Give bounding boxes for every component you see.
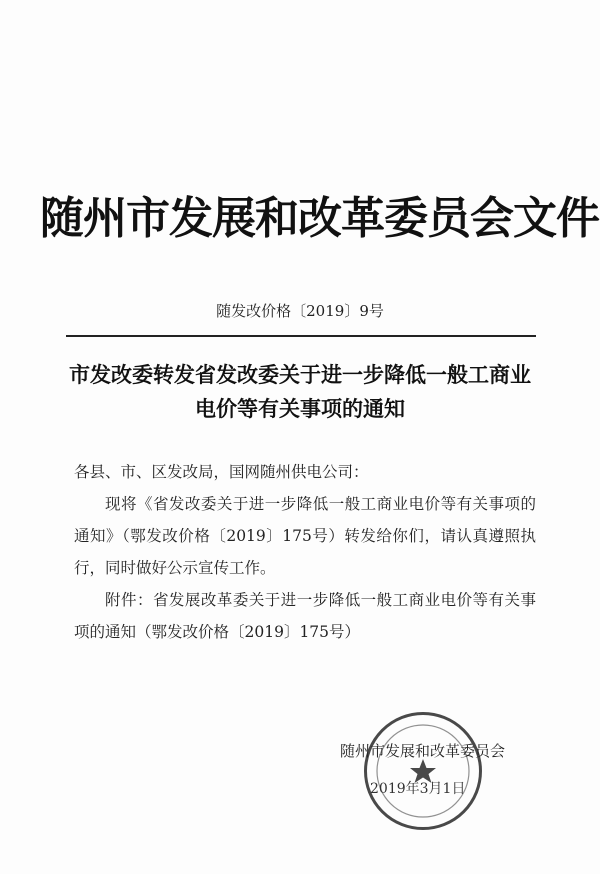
attachment-note: 附件：省发展改革委关于进一步降低一般工商业电价等有关事项的通知（鄂发改价格〔2019〕175号） xyxy=(74,591,536,641)
body-paragraph: 现将《省发改委关于进一步降低一般工商业电价等有关事项的通知》（鄂发改价格〔2019〕175号）转发给你们，请认真遵照执行，同时做好公示宣传工作。 xyxy=(74,495,536,577)
notice-title-line-1: 市发改委转发省发改委关于进一步降低一般工商业 xyxy=(69,362,531,387)
seal-graphic xyxy=(367,715,479,827)
issue-date: 2019年3月1日 xyxy=(370,781,466,797)
notice-title xyxy=(40,358,560,426)
document-number: 随发改价格〔2019〕9号 xyxy=(216,302,384,320)
notice-title-line-2: 电价等有关事项的通知 xyxy=(195,396,405,421)
salutation: 各县、市、区发改局，国网随州供电公司： xyxy=(74,463,369,481)
document-body xyxy=(74,456,536,648)
issuer-name: 随州市发展和改革委员会 xyxy=(340,742,506,760)
header-divider xyxy=(66,335,536,337)
official-seal xyxy=(364,712,482,830)
document-header-title: 随州市发展和改革委员会文件 xyxy=(40,193,599,244)
